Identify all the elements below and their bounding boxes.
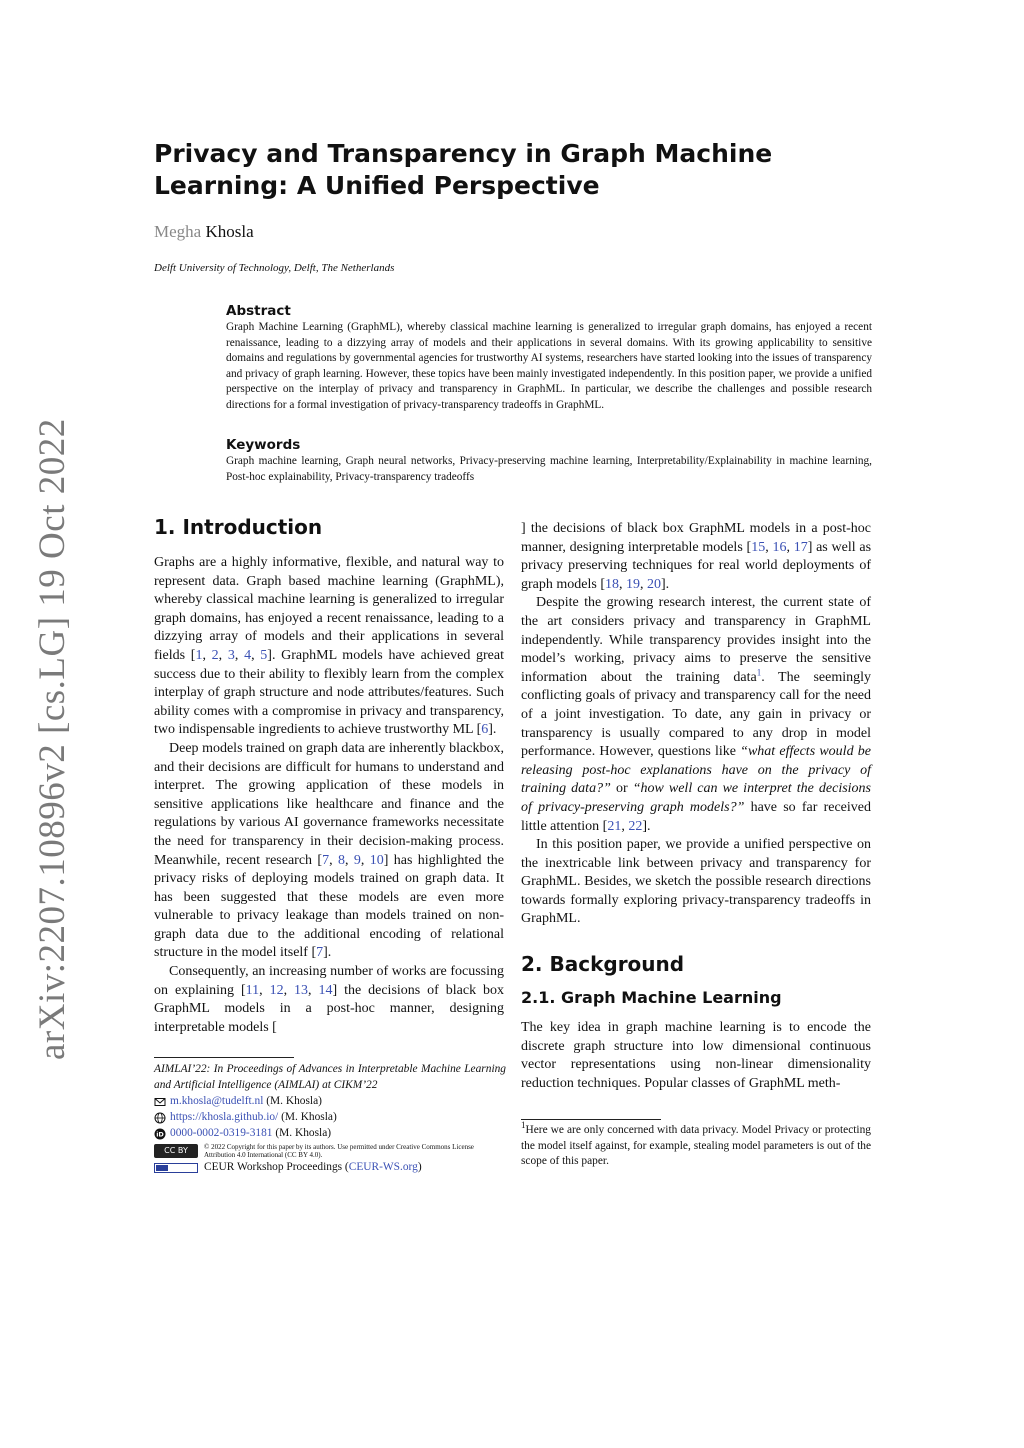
email-link[interactable]: m.khosla@tudelft.nl	[170, 1095, 264, 1108]
footnote-rule	[154, 1057, 294, 1058]
author-given-name: Megha	[154, 222, 202, 241]
footnote-rule	[521, 1119, 661, 1120]
citation-link[interactable]: 13	[294, 982, 309, 998]
orcid-link[interactable]: 0000-0002-0319-3181	[170, 1127, 273, 1140]
citation-link[interactable]: 4	[244, 647, 252, 663]
citation-link[interactable]: 2	[211, 647, 219, 663]
keywords-heading: Keywords	[226, 437, 301, 453]
section-heading-background: 2. Background	[521, 952, 685, 977]
orcid-line: iD 0000-0002-0319-3181 (M. Khosla)	[154, 1126, 506, 1142]
svg-text:iD: iD	[156, 1130, 164, 1139]
citation-link[interactable]: 18	[604, 576, 619, 592]
globe-icon	[154, 1112, 166, 1124]
abstract-block	[226, 303, 872, 414]
footnote-marker[interactable]: 1	[756, 667, 762, 678]
abstract-text: Graph Machine Learning (GraphML), whereby classical machine learning is generalized to irregular graph domains, has enjoyed a recent renaissance, leading to a dizzying array of models and their applications in several domains. With its growing applicability to sensitive domains and regulations by governmental agencies for trustworthy AI systems, researchers have started looking into the issues of transparency and privacy of graph learning. However, these topics have been mainly investigated independently. In this position paper, we provide a unified perspective on the interplay of privacy and transparency in GraphML. In particular, we describe the challenges and possible research directions for a formal investigation of privacy-transparency tradeoffs in GraphML.	[226, 321, 872, 411]
citation-link[interactable]: 7	[322, 852, 330, 868]
ceur-line: CEUR Workshop Proceedings ( CEUR-WS.org )	[154, 1160, 506, 1176]
arxiv-stamp: arXiv:2207.10896v2 [cs.LG] 19 Oct 2022	[32, 418, 73, 1060]
citation-link[interactable]: 8	[337, 852, 345, 868]
citation-link[interactable]: 22	[628, 818, 643, 834]
subsection-heading-graph-ml: 2.1. Graph Machine Learning	[521, 988, 782, 1008]
citation-link[interactable]: 14	[318, 982, 333, 998]
citation-link[interactable]: 12	[269, 982, 284, 998]
citation-link[interactable]: 3	[227, 647, 235, 663]
ceur-logo-icon	[154, 1162, 198, 1174]
keywords-block	[226, 437, 872, 485]
homepage-link[interactable]: https://khosla.github.io/	[170, 1111, 279, 1124]
intro-paragraph-5: In this position paper, we provide a unified perspective on the inextricable link between privacy and transparency for GraphML. Besides, we sketch the possible research directions towards formally exploring privacy-transparency tradeoffs in GraphML.	[521, 837, 871, 927]
cc-license-badge: CC BY	[154, 1144, 198, 1158]
homepage-line: https://khosla.github.io/ (M. Khosla)	[154, 1110, 506, 1126]
citation-link[interactable]: 17	[793, 539, 808, 555]
intro-paragraph-4: Despite the growing research interest, the current state of the art considers privacy and transparency in GraphML independently. While transparency provides insight into the model’s working, privacy aims to preserve the sensitive information about the training data$^1$. The seemingly conflicting goals of privacy and transparency call for the need of a joint investigation. To date, any gain in privacy or transparency is usually compared to any drop in model performance. However, questions like “what effects would be releasing post-hoc explanations have on the privacy of training data?” or “how well can we interpret the decisions of privacy-preserving graph models?” have so far received little attention [21, 22].	[521, 595, 872, 834]
footnote-number: 1	[521, 1120, 526, 1131]
citation-link[interactable]: 9	[353, 852, 361, 868]
paper-title: Privacy and Transparency in Graph Machine Learning: A Unified Perspective	[154, 139, 773, 200]
envelope-icon	[154, 1096, 166, 1108]
affiliation: Delft University of Technology, Delft, The Netherlands	[154, 262, 395, 274]
citation-link[interactable]: 19	[625, 576, 640, 592]
intro-paragraph-1: Graphs are a highly informative, flexible, and natural way to represent data. Graph based machine learning (GraphML), whereby classical machine learning is generalized to irregular graph domains, has enjoyed a recent renaissance, leading to a dizzying array of models and their applications in several fields [1, 2, 3, 4, 5]. GraphML models have achieved great success due to their ability to flexibly learn from the complex interplay of graph structure and node attributes/features. Such ability comes with a compromise in privacy and transparency, two indispensable ingredients to achieve trustworthy ML [6].	[154, 555, 505, 738]
citation-link[interactable]: 6	[481, 722, 489, 738]
footnote-text: Here we are only concerned with data privacy. Model Privacy or protecting the model itself against, for example, stealing model parameters is out of the scope of this paper.	[521, 1124, 871, 1168]
left-column	[154, 514, 504, 1037]
author-line	[154, 222, 254, 242]
intro-paragraph-3-continued: ] the decisions of black box GraphML models in a post-hoc manner, designing interpretable models [15, 16, 17] as well as privacy preserving techniques for real world deployments of graph models [18, 19, 20].	[521, 521, 872, 592]
citation-link[interactable]: 15	[751, 539, 766, 555]
citation-link[interactable]: 21	[607, 818, 622, 834]
ceur-link[interactable]: CEUR-WS.org	[348, 1161, 418, 1174]
footnote-1	[521, 1120, 871, 1170]
intro-paragraph-3: Consequently, an increasing number of works are focussing on explaining [11, 12, 13, 14] the decisions of black box GraphML models in a post-hoc manner, designing interpretable models [	[154, 964, 505, 1035]
citation-link[interactable]: 5	[260, 647, 268, 663]
email-line: m.khosla@tudelft.nl (M. Khosla)	[154, 1094, 506, 1110]
abstract-heading: Abstract	[226, 303, 291, 319]
copyright-text: © 2022 Copyright for this paper by its authors. Use permitted under Creative Commons License Attribution 4.0 International (CC BY 4.0).	[204, 1142, 474, 1160]
background-paragraph-1: The key idea in graph machine learning is to encode the discrete graph structure into low dimensional continuous vector representations using non-linear dimensionality reduction techniques. Popular classes of GraphML meth-	[521, 1020, 871, 1091]
right-column	[521, 520, 871, 1093]
conference-note: AIMLAI’22: In Proceedings of Advances in Interpretable Machine Learning and Artificial Intelligence (AIMLAI) at CIKM’22	[154, 1063, 506, 1091]
citation-link[interactable]: 11	[245, 982, 260, 998]
orcid-icon	[154, 1128, 166, 1140]
license-line	[154, 1142, 506, 1160]
citation-link[interactable]: 20	[646, 576, 661, 592]
section-heading-introduction: 1. Introduction	[154, 515, 323, 539]
citation-link[interactable]: 16	[772, 539, 787, 555]
citation-link[interactable]: 1	[195, 647, 203, 663]
intro-paragraph-2: Deep models trained on graph data are inherently blackbox, and their decisions are difficult for humans to understand and interpret. The growing application of these models in sensitive applications like healthcare and finance and the regulations by various AI governance frameworks necessitate the need for transparency in their decision-making process. Meanwhile, recent research [7, 8, 9, 10] has highlighted the privacy risks of deploying models trained on graph data. It has been suggested that these models are even more vulnerable to privacy leakage than models trained on non-graph data due to the additional encoding of relational structure in the model itself [7].	[154, 740, 505, 961]
keywords-text: Graph machine learning, Graph neural networks, Privacy-preserving machine learning, Interpretability/Explainability in machine learning, Post-hoc explainability, Privacy-transparency tradeoffs	[226, 455, 872, 483]
citation-link[interactable]: 7	[316, 945, 324, 961]
front-footnote	[154, 1062, 506, 1176]
citation-link[interactable]: 10	[369, 852, 384, 868]
author-family-name: Khosla	[205, 222, 254, 241]
